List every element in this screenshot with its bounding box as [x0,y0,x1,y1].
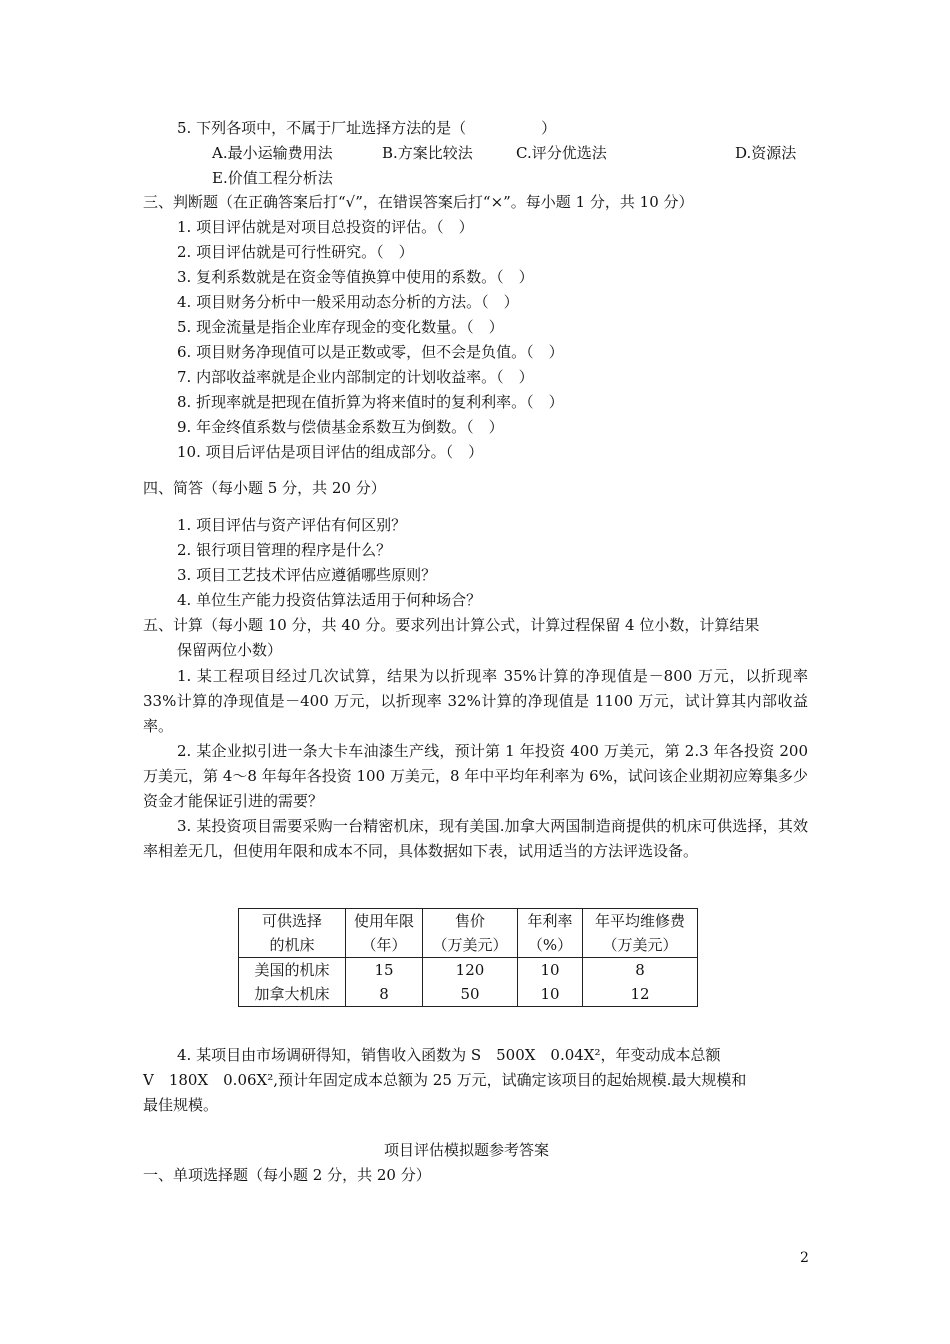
table-cell: 50 [423,982,518,1007]
section3-item: 3. 复利系数就是在资金等值换算中使用的系数。（ ） [177,268,534,286]
calc-question-4-line1: 4. 某项目由市场调研得知，销售收入函数为 S 500X 0.04X²，年变动成本总额 [177,1046,721,1064]
section3-item: 8. 折现率就是把现在值折算为将来值时的复利利率。（ ） [177,393,564,411]
table-header-cell: 售价 [423,909,518,934]
section3-item: 1. 项目评估就是对项目总投资的评估。（ ） [177,218,474,236]
section4-item: 1. 项目评估与资产评估有何区别？ [177,516,407,534]
section3-item: 9. 年金终值系数与偿债基金系数互为倒数。（ ） [177,418,504,436]
table-header-cell: （%） [518,933,583,958]
table-header-row [239,909,698,934]
table-cell: 美国的机床 [239,958,346,983]
answers-section1-heading: 一、单项选择题（每小题 2 分，共 20 分） [143,1166,431,1184]
calc-question-1: 1. 某工程项目经过几次试算，结果为以折现率 35%计算的净现值是－800 万元，以折现率 33%计算的净现值是－400 万元，以折现率 32%计算的净现值是 1100 万元，试计算其内部收益率。 [143,667,808,735]
calc-question-4-line2: V 180X 0.06X²,预计年固定成本总额为 25 万元，试确定该项目的起始规模.最大规模和 [143,1071,747,1089]
section3-item: 10. 项目后评估是项目评估的组成部分。（ ） [177,443,484,461]
table-header-cell: （万美元） [583,933,698,958]
q5-option-e: E.价值工程分析法 [212,169,333,187]
section3-item: 5. 现金流量是指企业库存现金的变化数量。（ ） [177,318,504,336]
q5-option-c: C.评分优选法 [516,144,607,162]
machine-table [238,908,698,1007]
section4-heading: 四、简答（每小题 5 分，共 20 分） [143,479,386,497]
section3-item: 7. 内部收益率就是企业内部制定的计划收益率。（ ） [177,368,534,386]
table-header-cell: （万美元） [423,933,518,958]
table-header-cell: 可供选择 [239,909,346,934]
table-cell: 10 [518,958,583,983]
table-header-cell: 年利率 [518,909,583,934]
q5-stem: 5. 下列各项中，不属于厂址选择方法的是（ ） [177,119,557,137]
q5-option-a: A.最小运输费用法 [212,144,333,162]
table-header-cell: 的机床 [239,933,346,958]
q5-option-b: B.方案比较法 [382,144,473,162]
section3-item: 2. 项目评估就是可行性研究。（ ） [177,243,414,261]
calc-question-2: 2. 某企业拟引进一条大卡车油漆生产线，预计第 1 年投资 400 万美元，第 2.3 年各投资 200 万美元，第 4～8 年每年各投资 100 万美元，8 年中平均年利率为 6%，试问该企业期初应筹集多少资金才能保证引进的需要？ [143,742,808,810]
table-header-cell: 使用年限 [346,909,423,934]
table-row [239,982,698,1007]
section5-heading: 五、计算（每小题 10 分，共 40 分。要求列出计算公式，计算过程保留 4 位小数，计算结果 [143,616,760,634]
table-cell: 120 [423,958,518,983]
section3-item: 4. 项目财务分析中一般采用动态分析的方法。（ ） [177,293,519,311]
section4-item: 4. 单位生产能力投资估算法适用于何种场合？ [177,591,482,609]
section5-heading-cont: 保留两位小数） [177,641,283,659]
table-cell: 8 [583,958,698,983]
table-cell: 12 [583,982,698,1007]
table-header-cell: （年） [346,933,423,958]
calc-question-3: 3. 某投资项目需要采购一台精密机床，现有美国.加拿大两国制造商提供的机床可供选择，其效率相差无几，但使用年限和成本不同，具体数据如下表，试用适当的方法评选设备。 [143,817,808,860]
section3-heading: 三、判断题（在正确答案后打“√”，在错误答案后打“×”。每小题 1 分，共 10 分） [143,193,694,211]
answers-title: 项目评估模拟题参考答案 [384,1141,550,1159]
page-number: 2 [800,1250,809,1266]
table-cell: 15 [346,958,423,983]
q5-option-d: D.资源法 [735,144,797,162]
table-row [239,958,698,983]
calc-question-4-line3: 最佳规模。 [143,1096,219,1114]
table-cell: 加拿大机床 [239,982,346,1007]
table-cell: 10 [518,982,583,1007]
section3-item: 6. 项目财务净现值可以是正数或零，但不会是负值。（ ） [177,343,564,361]
section4-item: 3. 项目工艺技术评估应遵循哪些原则？ [177,566,437,584]
table-header-row [239,933,698,958]
section4-item: 2. 银行项目管理的程序是什么？ [177,541,392,559]
table-cell: 8 [346,982,423,1007]
table-header-cell: 年平均维修费 [583,909,698,934]
